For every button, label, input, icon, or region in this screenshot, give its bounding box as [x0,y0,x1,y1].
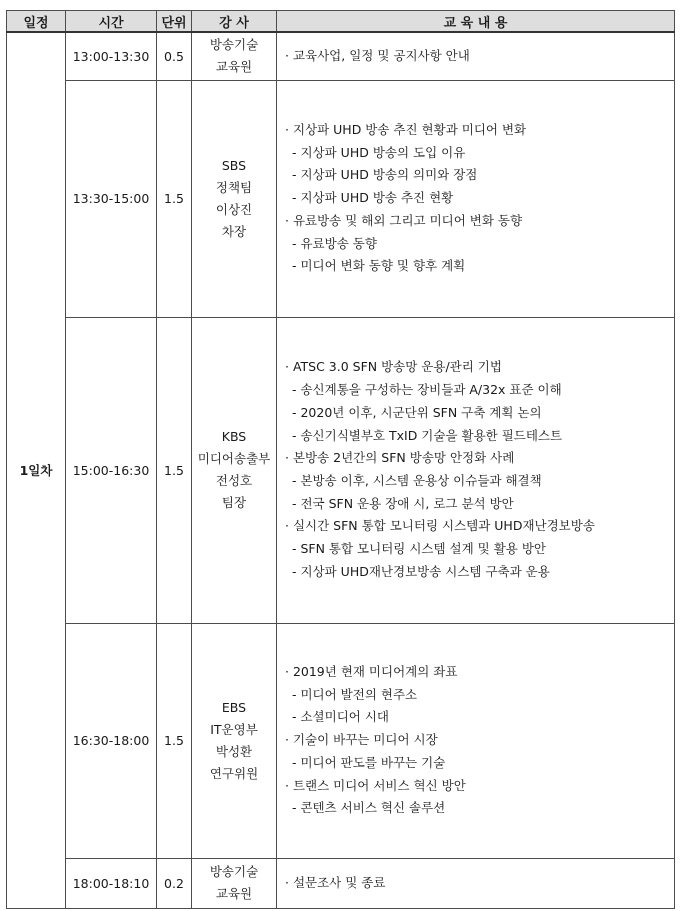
table-row [7,317,675,623]
content-item: · 지상파 UHD 방송 추진 현황과 미디어 변화 [285,119,674,142]
table-row [7,80,675,317]
content-subitem: - 소셜미디어 시대 [285,706,674,729]
content-subitem: - 미디어 판도를 바꾸는 기술 [285,752,674,775]
instructor-cell [192,858,277,908]
instructor-line: 미디어송출부 [197,451,271,466]
instructor-line: 방송기술 [209,37,259,53]
content-item: · 실시간 SFN 통합 모니터링 시스템과 UHD재난경보방송 [285,515,674,538]
instructor-line: KBS [221,429,247,444]
content-cell [277,858,675,908]
content-subitem: - 지상파 UHD재난경보방송 시스템 구축과 운용 [285,561,674,584]
time-cell: 13:00-13:30 [66,32,157,80]
instructor-line: 팀장 [221,495,247,510]
instructor-line: 정책팀 [215,179,253,195]
content-item: · 트랜스 미디어 서비스 혁신 방안 [285,775,674,798]
schedule-table [6,10,675,909]
unit-cell: 0.5 [157,32,192,80]
content-subitem: - 본방송 이후, 시스템 운용상 이슈들과 해결책 [285,470,674,493]
content-item: · 교육사업, 일정 및 공지사항 안내 [285,45,674,68]
header-instructor: 강 사 [192,11,277,33]
schedule-body [7,32,675,908]
content-item: · ATSC 3.0 SFN 방송망 운용/관리 기법 [285,356,674,379]
instructor-cell [192,623,277,858]
content-list [285,45,674,68]
content-item: · 설문조사 및 종료 [285,872,674,895]
content-list [285,356,674,583]
instructor-cell [192,317,277,623]
header-row [7,11,675,33]
content-subitem: - 미디어 발전의 현주소 [285,684,674,707]
time-cell: 18:00-18:10 [66,858,157,908]
content-item: · 유료방송 및 해외 그리고 미디어 변화 동향 [285,210,674,233]
instructor-line: 차장 [221,223,247,239]
content-subitem: - 전국 SFN 운용 장애 시, 로그 분석 방안 [285,493,674,516]
instructor-cell [192,32,277,80]
time-cell: 13:30-15:00 [66,80,157,317]
content-subitem: - 지상파 UHD 방송의 도입 이유 [285,142,674,165]
content-list [285,119,674,278]
day-cell: 1일차 [7,32,66,908]
content-item: · 본방송 2년간의 SFN 방송망 안정화 사례 [285,447,674,470]
content-subitem: - 송신기식별부호 TxID 기술을 활용한 필드테스트 [285,425,674,448]
instructor-line: SBS [221,157,247,173]
content-subitem: - 송신계통을 구성하는 장비들과 A/32x 표준 이해 [285,379,674,402]
header-schedule: 일정 [7,11,66,33]
unit-cell: 1.5 [157,80,192,317]
table-row [7,858,675,908]
content-subitem: - SFN 통합 모니터링 시스템 설계 및 활용 방안 [285,538,674,561]
content-subitem: - 유료방송 동향 [285,233,674,256]
content-cell [277,32,675,80]
instructor-line: EBS [221,699,247,715]
header-unit: 단위 [157,11,192,33]
instructor-line: 방송기술 [209,864,259,879]
content-cell [277,317,675,623]
instructor-line: IT운영부 [210,721,258,737]
time-cell: 16:30-18:00 [66,623,157,858]
instructor-cell [192,80,277,317]
content-cell [277,80,675,317]
instructor-line: 이상진 [215,201,253,217]
content-item: · 기술이 바꾸는 미디어 시장 [285,729,674,752]
instructor-line: 전성호 [215,473,253,488]
header-time: 시간 [66,11,157,33]
instructor-line: 박성환 [215,743,253,759]
instructor-line: 연구위원 [209,765,259,781]
table-row [7,32,675,80]
unit-cell: 1.5 [157,317,192,623]
content-cell [277,623,675,858]
time-cell: 15:00-16:30 [66,317,157,623]
header-content: 교 육 내 용 [277,11,675,33]
content-list [285,661,674,820]
content-subitem: - 콘텐츠 서비스 혁신 솔루션 [285,797,674,820]
content-subitem: - 지상파 UHD 방송의 의미와 장점 [285,164,674,187]
content-subitem: - 지상파 UHD 방송 추진 현황 [285,187,674,210]
instructor-line: 교육원 [215,886,253,901]
content-item: · 2019년 현재 미디어계의 좌표 [285,661,674,684]
unit-cell: 0.2 [157,858,192,908]
instructor-line: 교육원 [215,59,253,75]
unit-cell: 1.5 [157,623,192,858]
content-subitem: - 미디어 변화 동향 및 향후 계획 [285,255,674,278]
content-subitem: - 2020년 이후, 시군단위 SFN 구축 계획 논의 [285,402,674,425]
table-row [7,623,675,858]
content-list [285,872,674,895]
